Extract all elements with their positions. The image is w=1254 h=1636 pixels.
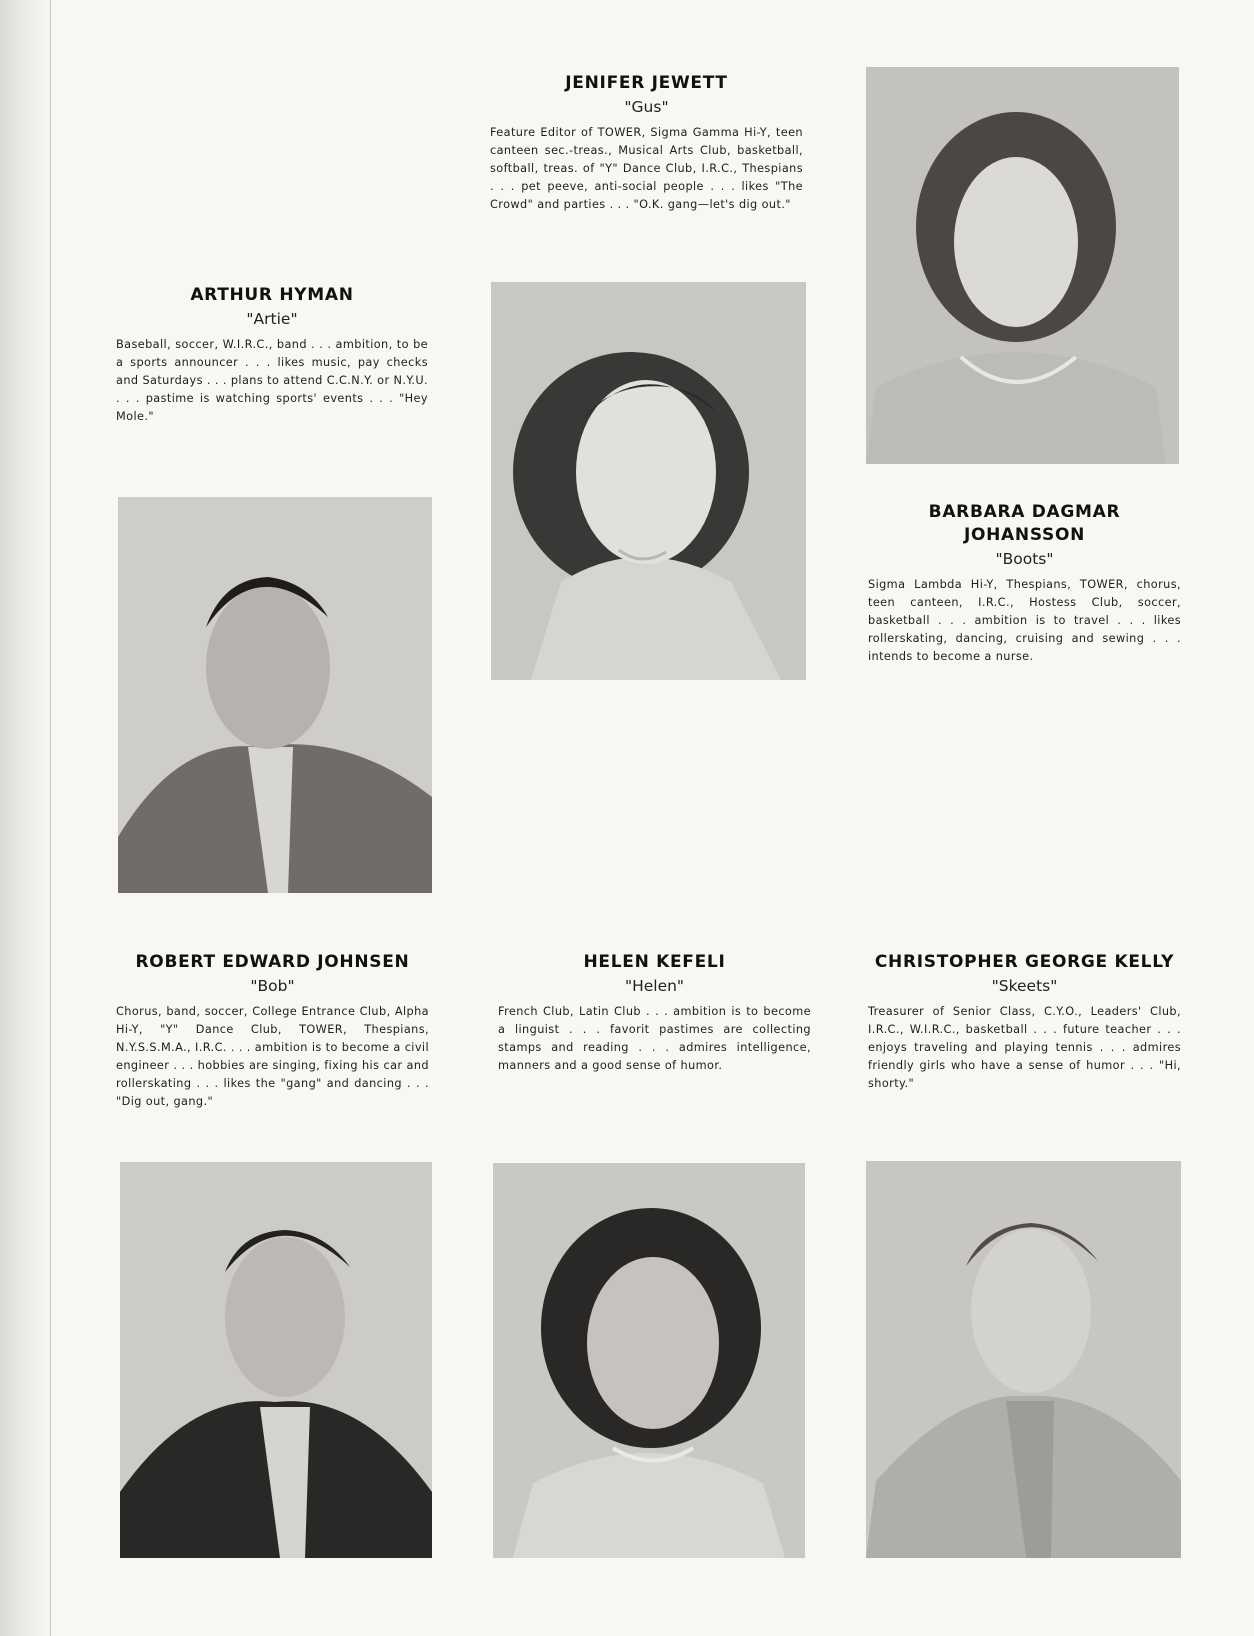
portrait-photo-christopher-kelly [866,1161,1181,1558]
entry-jenifer-jewett [490,72,803,214]
student-bio: French Club, Latin Club . . . ambition is to become a linguist . . . favorit pastimes are collecting stamps and reading . . . admires intelligence, manners and a good sense of humor. [498,1005,811,1072]
entry-robert-johnsen [116,951,429,1111]
binding-edge [50,0,51,1636]
student-name: JENIFER JEWETT [565,73,728,93]
portrait-photo-arthur-hyman [118,497,432,893]
student-name: CHRISTOPHER GEORGE KELLY [874,952,1175,972]
student-bio: Chorus, band, soccer, College Entrance Club, Alpha Hi-Y, "Y" Dance Club, TOWER, Thespians, N.Y.S.S.M.A., I.R.C. . . . ambition is to become a civil engineer . . . hobbies are singing, fixing his car and rollerskating . . . likes the "gang" and dancing . . . "Dig out, gang." [116,1005,430,1108]
student-name: HELEN KEFELI [583,952,726,972]
student-nickname: "Gus" [624,98,669,116]
student-nickname: "Skeets" [991,977,1058,995]
student-nickname: "Artie" [246,310,298,328]
student-bio: Feature Editor of TOWER, Sigma Gamma Hi-Y, teen canteen sec.-treas., Musical Arts Club, basketball, softball, treas. of "Y" Dance Club, I.R.C., Thespians . . . pet peeve, anti-social people . . . likes "The Crowd" and parties . . . "O.K. gang—let's dig out." [490,126,803,211]
student-bio: Sigma Lambda Hi-Y, Thespians, TOWER, chorus, teen canteen, I.R.C., Hostess Club, soccer, basketball . . . ambition is to travel . . . likes rollerskating, dancing, cruising and sewing . . . intends to become a nurse. [868,578,1181,663]
student-nickname: "Bob" [250,977,295,995]
page-binding-shadow [0,0,52,1636]
student-bio: Treasurer of Senior Class, C.Y.O., Leaders' Club, I.R.C., W.I.R.C., basketball . . . future teacher . . . enjoys traveling and playing tennis . . . admires friendly girls who have a sense of humor . . . "Hi, shorty." [868,1005,1181,1090]
student-name: ARTHUR HYMAN [190,285,354,305]
student-nickname: "Boots" [995,550,1054,568]
portrait-photo-helen-kefeli [493,1163,805,1558]
portrait-photo-jenifer-jewett [491,282,806,680]
student-nickname: "Helen" [624,977,685,995]
entry-barbara-johansson [868,501,1181,666]
entry-helen-kefeli [498,951,811,1075]
entry-christopher-kelly [868,951,1181,1093]
student-name: BARBARA DAGMAR JOHANSSON [928,502,1121,545]
student-name: ROBERT EDWARD JOHNSEN [135,952,410,972]
entry-arthur-hyman [116,284,428,426]
student-bio: Baseball, soccer, W.I.R.C., band . . . ambition, to be a sports announcer . . . likes music, pay checks and Saturdays . . . plans to attend C.C.N.Y. or N.Y.U. . . . pastime is watching sports' events . . . "Hey Mole." [116,338,428,423]
portrait-photo-barbara-johansson [866,67,1179,464]
portrait-photo-robert-johnsen [120,1162,432,1558]
